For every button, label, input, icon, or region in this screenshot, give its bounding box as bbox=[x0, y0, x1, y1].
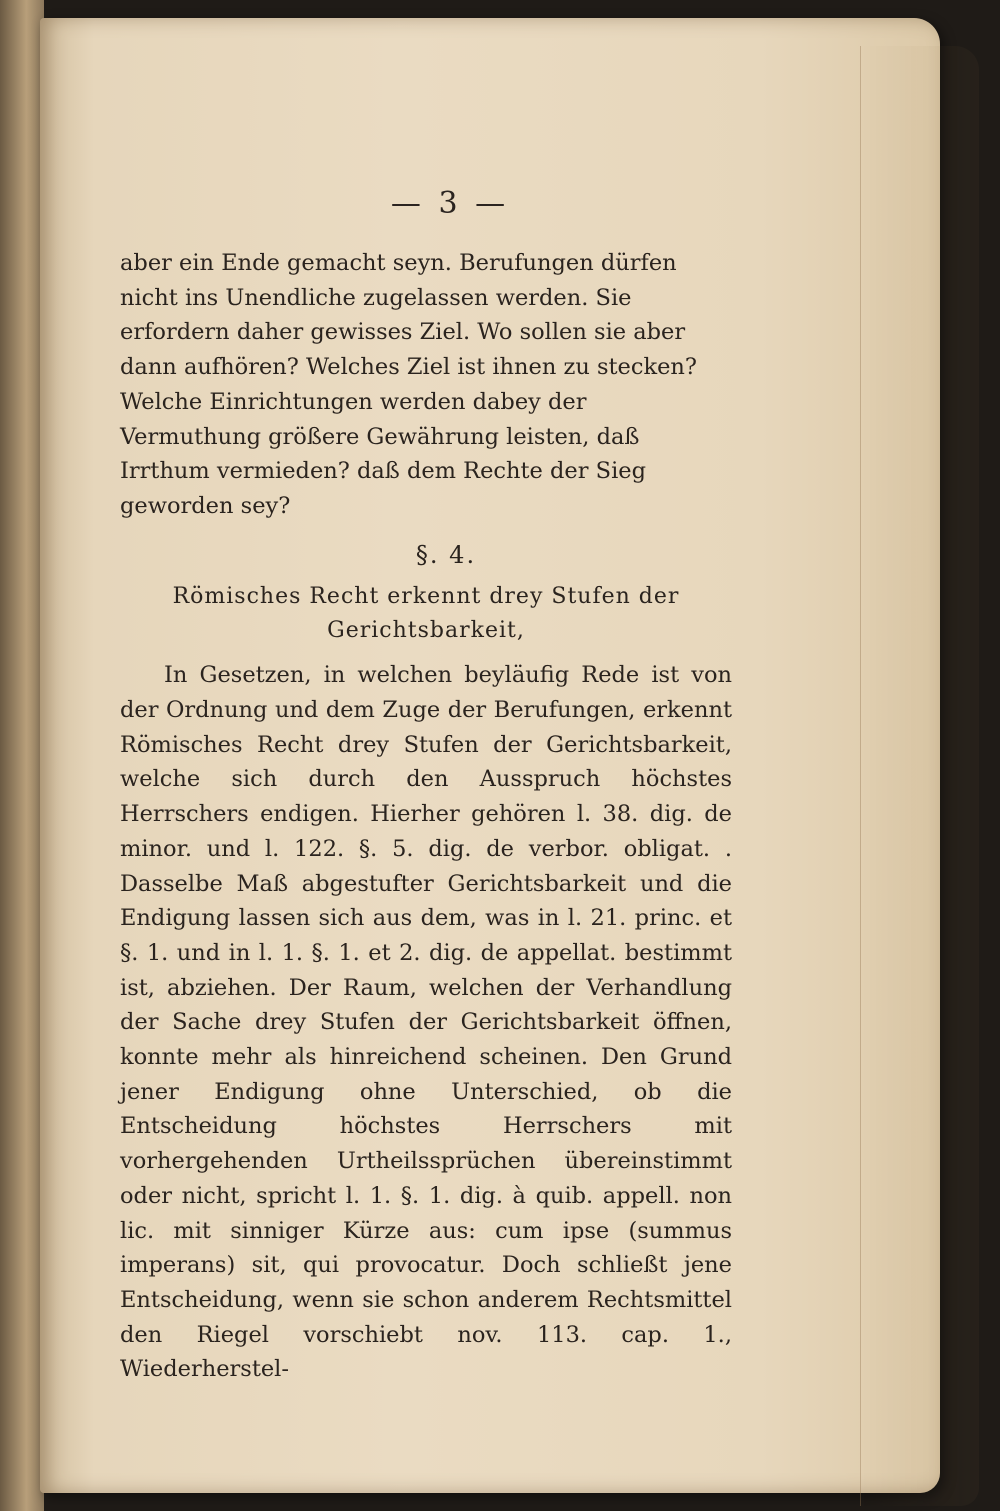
page-header: — 3 — bbox=[390, 186, 510, 221]
book-page bbox=[40, 18, 940, 1493]
paragraph-2: In Gesetzen, in welchen beyläufig Rede ist von der Ordnung und dem Zuge der Berufungen, erkennt Römisches Recht drey Stufen der Gerichtsbarkeit, welche sich durch den Ausspruch höchstes Herrschers endigen. Hierher gehören l. 38. dig. de minor. und l. 122. §. 5. dig. de verbor. obligat. . Dasselbe Maß abgestufter Gerichtsbarkeit und die Endigung lassen sich aus dem, was in l. 21. princ. et §. 1. und in l. 1. §. 1. et 2. dig. de appellat. bestimmt ist, abziehen. Der Raum, welchen der Verhandlung der Sache drey Stufen der Gerichtsbarkeit öffnen, konnte mehr als hinreichend scheinen. Den Grund jener Endigung ohne Unterschied, ob die Entscheidung höchstes Herrschers mit vorhergehenden Urtheilssprüchen übereinstimmt oder nicht, spricht l. 1. §. 1. dig. à quib. appell. non lic. mit sinniger Kürze aus: cum ipse (summus imperans) sit, qui provocatur. Doch schließt jene Entscheidung, wenn sie schon anderem Rechtsmittel den Riegel vorschiebt nov. 113. cap. 1., Wiederherstel- bbox=[120, 662, 732, 1383]
facing-page-edge bbox=[0, 0, 44, 1511]
section-number: §. 4. bbox=[415, 540, 477, 569]
page-fore-edge bbox=[860, 46, 979, 1506]
page-body bbox=[120, 246, 732, 1387]
paragraph-1: aber ein Ende gemacht seyn. Berufungen dürfen nicht ins Unendliche zugelassen werden. Sie erfordern daher gewisses Ziel. Wo sollen sie aber dann aufhören? Welches Ziel ist ihnen zu stecken? Welche Einrichtungen werden dabey der Vermuthung größere Gewährung leisten, daß Irrthum vermieden? daß dem Rechte der Sieg geworden sey? bbox=[120, 250, 697, 519]
section-heading: Römisches Recht erkennt drey Stufen der Gerichtsbarkeit, bbox=[172, 584, 680, 644]
